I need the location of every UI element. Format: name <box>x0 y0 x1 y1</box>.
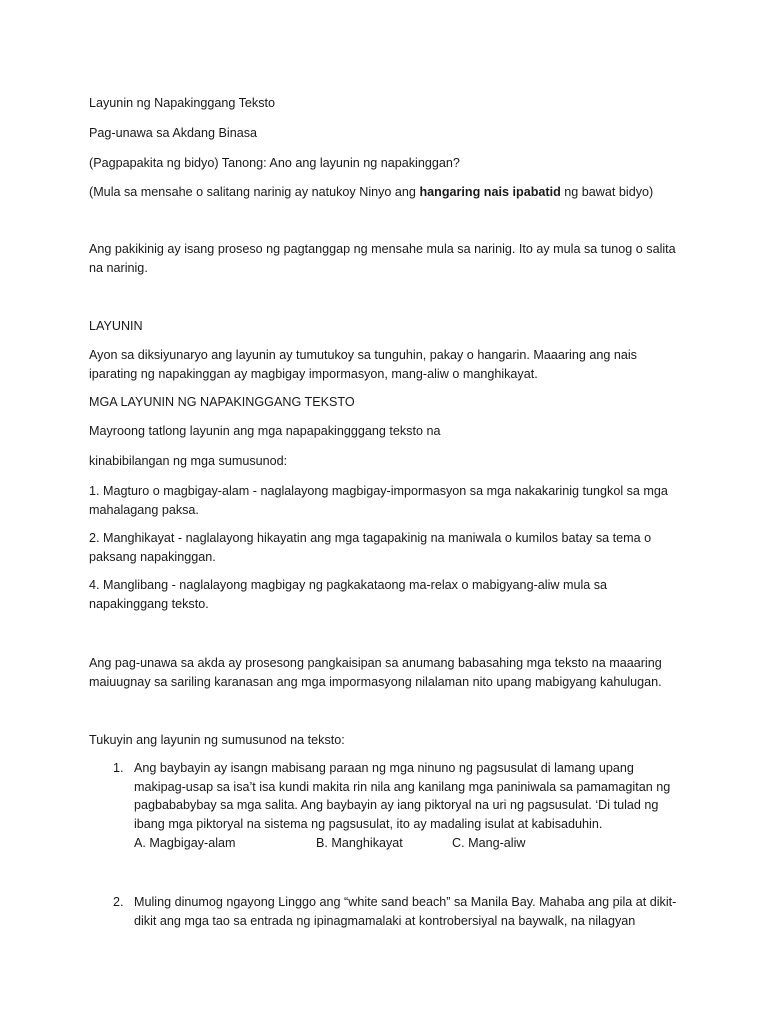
question-text: Muling dinumog ngayong Linggo ang “white sand beach” sa Manila Bay. Mahaba ang pila at dikit-dikit ang mga tao sa entrada ng ipinagmamalaki at kontrobersiyal na baywalk, na nilagyan <box>134 895 677 928</box>
definition-paragraph: Ang pakikinig ay isang proseso ng pagtanggap ng mensahe mula sa narinig. Ito ay mula sa tunog o salita na narinig. <box>89 242 676 275</box>
layunin-heading: LAYUNIN <box>89 319 143 333</box>
purpose-item: 4. Manglibang - naglalayong magbigay ng pagkakataong ma-relax o mabigyang-aliw mula sa napakinggang teksto. <box>89 578 608 611</box>
note-bold: hangaring nais ipabatid <box>419 185 561 199</box>
document-title: Layunin ng Napakinggang Teksto <box>89 96 276 110</box>
document-subtitle: Pag-unawa sa Akdang Binasa <box>89 126 258 140</box>
question-number: 1. <box>113 761 124 775</box>
purpose-item: 2. Manghikayat - naglalayong hikayatin ang mga tagapakinig na maniwala o kumilos batay sa tema o paksang napakinggan. <box>89 531 652 564</box>
question-number: 2. <box>113 895 124 909</box>
answer-choices <box>134 834 634 853</box>
pag-unawa-paragraph: Ang pag-unawa sa akda ay prosesong pangkaisipan sa anumang babasahing mga teksto na maaaring maiuugnay sa sariling karanasan ang mga impormasyong nilalaman nito upang mabigyang kahulugan. <box>89 656 662 689</box>
mga-layunin-heading: MGA LAYUNIN NG NAPAKINGGANG TEKSTO <box>89 395 355 409</box>
choice-a: A. Magbigay-alam <box>134 836 236 850</box>
task-instruction: Tukuyin ang layunin ng sumusunod na teksto: <box>89 733 345 747</box>
instruction-line: (Pagpapakita ng bidyo) Tanong: Ano ang layunin ng napakinggan? <box>89 156 460 170</box>
layunin-paragraph: Ayon sa diksiyunaryo ang layunin ay tumutukoy sa tunguhin, pakay o hangarin. Maaaring ang nais iparating ng napakinggan ay magbigay impormasyon, mang-aliw o manghikayat. <box>89 348 637 381</box>
choice-c: C. Mang-aliw <box>452 836 526 850</box>
purpose-item: 1. Magturo o magbigay-alam - naglalayong magbigay-impormasyon sa mga nakakarinig tungkol sa mga mahalagang paksa. <box>89 484 668 517</box>
note-after: ng bawat bidyo) <box>560 185 654 199</box>
note-before: (Mula sa mensahe o salitang narinig ay natukoy Ninyo ang <box>89 185 420 199</box>
note-line <box>89 183 679 202</box>
question-text: Ang baybayin ay isangn mabisang paraan ng mga ninuno ng pagsusulat di lamang upang makipag-usap sa isa’t isa kundi makita rin nila ang kanilang mga paniniwala sa pamamagitan ng pagbababybay sa mga salita. Ang baybayin ay iang piktoryal na uri ng pagsusulat. ‘Di tulad ng ibang mga piktoryal na sistema ng pagsusulat, ito ay madaling isulat at kabisaduhin. <box>134 761 671 831</box>
choice-b: B. Manghikayat <box>316 836 403 850</box>
intro-line-2: kinabibilangan ng mga sumusunod: <box>89 454 288 468</box>
intro-line-1: Mayroong tatlong layunin ang mga napapakingggang teksto na <box>89 424 441 438</box>
